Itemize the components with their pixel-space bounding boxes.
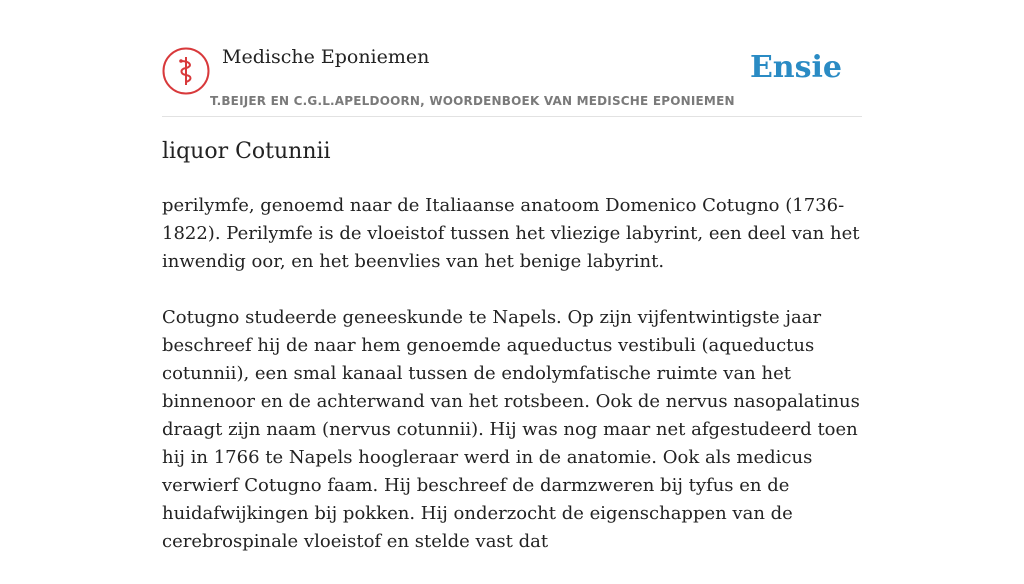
entry-title: liquor Cotunnii — [162, 139, 331, 164]
entry-body — [162, 192, 862, 584]
entry-paragraph: Cotugno studeerde geneeskunde te Napels. Op zijn vijfentwintigste jaar beschreef hij de naar hem genoemde aqueductus vestibuli (aqueductus cotunnii), een smal kanaal tussen de endolymfatische ruimte van het binnenoor en de achterwand van het rotsbeen. Ook de nervus nasopalatinus draagt zijn naam (nervus cotunnii). Hij was nog maar net afgestudeerd toen hij in 1766 te Napels hoogleraar werd in de anatomie. Ook als medicus verwierf Cotugno faam. Hij beschreef de darmzweren bij tyfus en de huidafwijkingen bij pokken. Hij onderzocht de eigenschappen van de cerebrospinale vloeistof en stelde vast dat — [162, 307, 860, 552]
dictionary-header — [162, 46, 862, 117]
brand-logo[interactable]: Ensie — [749, 50, 842, 85]
dictionary-title[interactable]: Medische Eponiemen — [222, 46, 430, 68]
entry-paragraph: perilymfe, genoemd naar de Italiaanse anatoom Domenico Cotugno (1736-1822). Perilymfe is de vloeistof tussen het vliezige labyrint, een deel van het inwendig oor, en het beenvlies van het benige labyrint. — [162, 195, 860, 272]
dictionary-source[interactable]: T.BEIJER EN C.G.L.APELDOORN, WOORDENBOEK VAN MEDISCHE EPONIEMEN — [210, 94, 735, 108]
caduceus-icon — [162, 47, 210, 95]
